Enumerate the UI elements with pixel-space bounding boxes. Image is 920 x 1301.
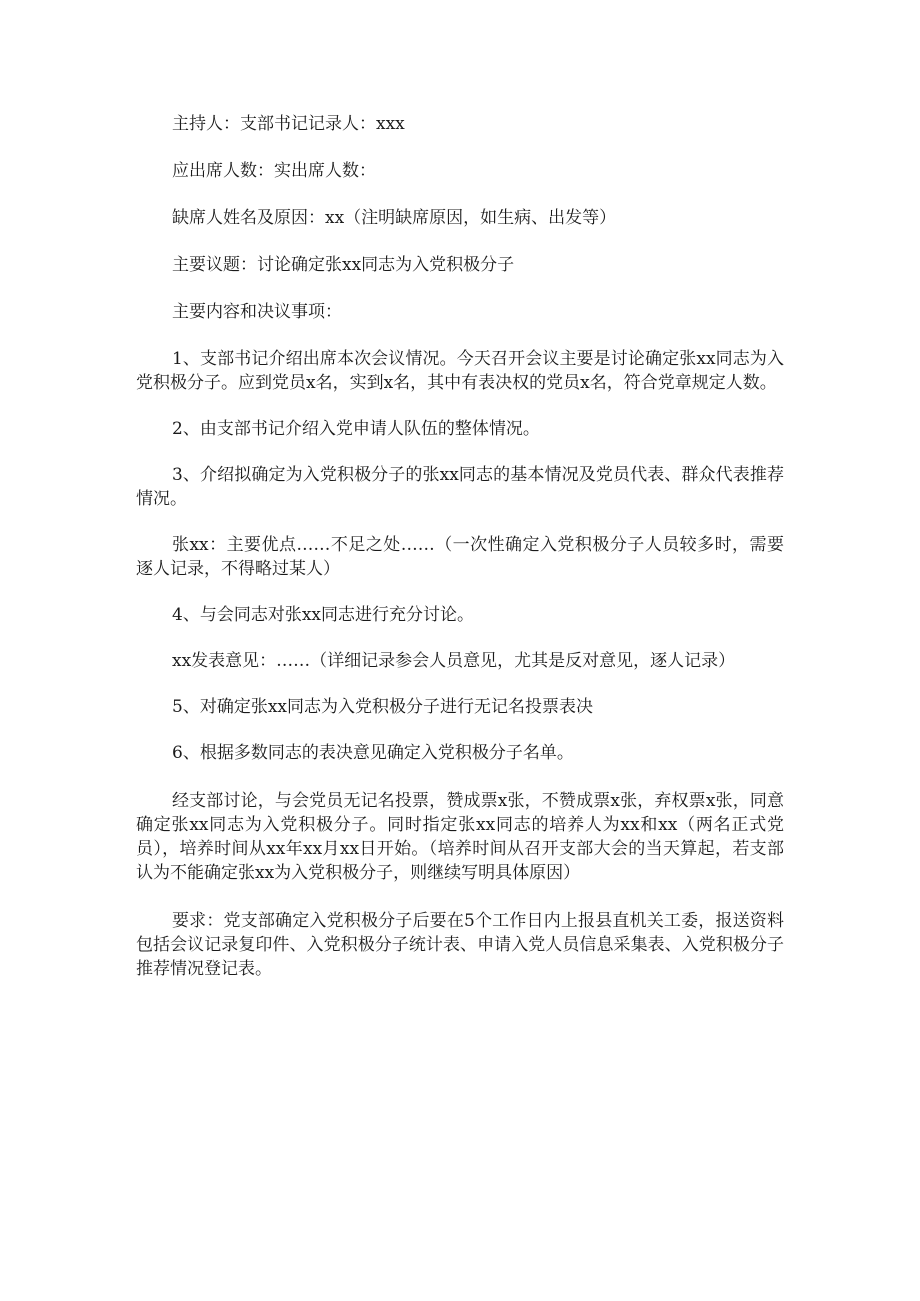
agenda-item-3: 3、介绍拟确定为入党积极分子的张xx同志的基本情况及党员代表、群众代表推荐情况。 (136, 465, 784, 509)
meeting-minutes-document (136, 112, 784, 981)
agenda-item-1: 1、支部书记介绍出席本次会议情况。今天召开会议主要是讨论确定张xx同志为入党积极分子。应到党员x名，实到x名，其中有表决权的党员x名，符合党章规定人数。 (136, 349, 784, 393)
topic-line: 主要议题：讨论确定张xx同志为入党积极分子 (172, 255, 515, 275)
agenda-item-5: 5、对确定张xx同志为入党积极分子进行无记名投票表决 (172, 697, 593, 717)
host-line: 主持人：支部书记记录人：xxx (172, 114, 405, 134)
requirement-paragraph: 要求：党支部确定入党积极分子后要在5个工作日内上报县直机关工委，报送资料包括会议记录复印件、入党积极分子统计表、申请入党人员信息采集表、入党积极分子推荐情况登记表。 (136, 911, 784, 979)
agenda-item-2: 2、由支部书记介绍入党申请人队伍的整体情况。 (172, 419, 540, 439)
candidate-evaluation: 张xx：主要优点……不足之处……（一次性确定入党积极分子人员较多时，需要逐人记录，不得略过某人） (136, 535, 784, 579)
agenda-item-6: 6、根据多数同志的表决意见确定入党积极分子名单。 (172, 743, 574, 763)
attendance-line: 应出席人数：实出席人数： (172, 161, 376, 181)
contents-heading: 主要内容和决议事项： (172, 302, 342, 322)
member-opinion: xx发表意见：……（详细记录参会人员意见，尤其是反对意见，逐人记录） (172, 651, 736, 671)
absent-line: 缺席人姓名及原因：xx（注明缺席原因，如生病、出发等） (172, 208, 617, 228)
resolution-paragraph: 经支部讨论，与会党员无记名投票，赞成票x张，不赞成票x张，弃权票x张，同意确定张xx同志为入党积极分子。同时指定张xx同志的培养人为xx和xx（两名正式党员），培养时间从xx年xx月xx日开始。（培养时间从召开支部大会的当天算起，若支部认为不能确定张xx为入党积极分子，则继续写明具体原因） (136, 791, 784, 883)
agenda-item-4: 4、与会同志对张xx同志进行充分讨论。 (172, 605, 474, 625)
